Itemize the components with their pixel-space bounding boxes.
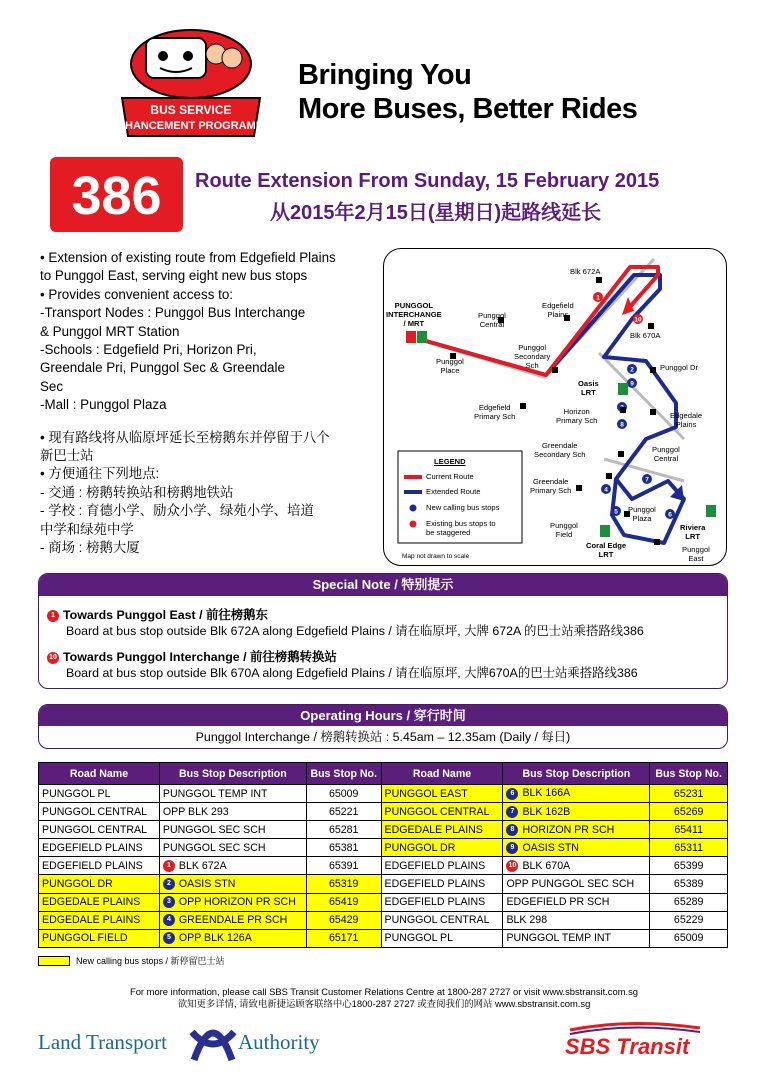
cell-text: 65009 xyxy=(328,787,359,800)
note-item2-heading xyxy=(47,649,337,665)
cell-text: 65381 xyxy=(328,841,359,854)
bullet-line: Sec xyxy=(40,378,64,394)
table-cell xyxy=(503,839,650,857)
cell-text: GREENDALE PR SCH xyxy=(178,914,288,927)
stop-number-badge: 4 xyxy=(163,914,175,926)
note-item2-title: Towards Punggol Interchange / 前往榜鹅转换站 xyxy=(63,650,337,664)
lta-text-part2: Authority xyxy=(238,1030,320,1054)
stop-number-badge: 9 xyxy=(506,842,518,854)
map-stop-10: 10 xyxy=(634,316,642,324)
table-cell xyxy=(159,857,306,875)
map-stop-6: 6 xyxy=(668,511,672,519)
cell-text: 65319 xyxy=(328,878,359,891)
cell-text: PUNGGOL TEMP INT xyxy=(162,787,268,800)
cell-text: PUNGGOL CENTRAL xyxy=(384,914,490,927)
highlight-legend-swatch xyxy=(38,956,70,966)
map-legend-new-stops: New calling bus stops xyxy=(426,503,500,512)
stop-number-badge: 3 xyxy=(163,896,175,908)
table-cell xyxy=(39,929,160,947)
map-label-punggol-dr: Punggol Dr xyxy=(660,363,698,372)
map-label-punggol-central-top: Punggol Central xyxy=(478,311,506,329)
table-cell xyxy=(650,803,728,821)
map-label-riviera-lrt: Riviera LRT xyxy=(680,523,706,541)
table-cell xyxy=(306,839,381,857)
table-cell xyxy=(39,785,160,803)
bullet-line xyxy=(40,415,380,429)
map-legend-extended: Extended Route xyxy=(426,487,481,496)
map-label-coral-edge-lrt: Coral Edge LRT xyxy=(586,541,627,559)
table-header-row xyxy=(39,763,728,785)
map-stop-4: 4 xyxy=(604,486,608,494)
map-label-horizon-primary: Horizon Primary Sch xyxy=(556,407,598,425)
table-cell xyxy=(159,821,306,839)
table-cell xyxy=(39,857,160,875)
map-label-blk672a: Blk 672A xyxy=(570,267,601,276)
table-cell xyxy=(650,929,728,947)
cell-text: HORIZON PR SCH xyxy=(522,823,615,836)
cell-text: PUNGGOL TEMP INT xyxy=(506,932,612,945)
bullet-line: - 商场 : 榜鹅大厦 xyxy=(40,540,140,556)
cell-text: PUNGGOL PL xyxy=(42,787,111,800)
stop-number-badge: 6 xyxy=(506,788,518,800)
map-label-punggol-place: Punggol Place xyxy=(436,357,464,375)
note-item1-text: Board at bus stop outside Blk 672A along Edgefield Plains / 请在临原坪, 大牌 672A 的巴士站乘搭路线386 xyxy=(66,624,644,638)
route-number-badge xyxy=(50,157,183,232)
map-legend-staggered: Existing bus stops to be staggered xyxy=(426,519,496,537)
table-row xyxy=(39,839,728,857)
route-headline-zh: 从2015年2月15日(星期日)起路线延长 xyxy=(270,202,602,224)
cell-text: 65171 xyxy=(328,932,359,945)
operating-hours-title: Operating Hours / 穿行时间 xyxy=(39,705,727,726)
stop-number-badge: 8 xyxy=(506,824,518,836)
table-cell xyxy=(503,875,650,893)
table-cell xyxy=(503,929,650,947)
table-cell xyxy=(306,893,381,911)
map-label-blk670a: Blk 670A xyxy=(630,331,661,340)
note-item1-badge: 1 xyxy=(47,610,59,622)
table-cell xyxy=(39,911,160,929)
cell-text: 65229 xyxy=(673,914,704,927)
table-cell xyxy=(159,911,306,929)
cell-text: 65391 xyxy=(328,859,359,872)
table-cell xyxy=(39,893,160,911)
table-cell xyxy=(39,839,160,857)
table-cell xyxy=(306,803,381,821)
cell-text: EDGEFIELD PLAINS xyxy=(384,896,486,909)
bullet-line: 新巴士站 xyxy=(40,448,94,464)
table-cell xyxy=(650,893,728,911)
title-line1: Bringing You xyxy=(298,59,472,91)
lta-text-part1: Land Transport xyxy=(38,1030,167,1054)
map-legend-title: LEGEND xyxy=(434,457,466,466)
bullet-line: - 学校 : 育德小学、励众小学、绿苑小学、培道 xyxy=(40,503,314,519)
cell-text: EDGEDALE PLAINS xyxy=(42,914,141,927)
cell-text: 65009 xyxy=(673,932,704,945)
route-number: 386 xyxy=(71,166,162,226)
footer-line2: 欲知更多详情, 请致电新捷运顾客联络中心1800-287 2727 或查阅我们的网站 www.sbstransit.com.sg xyxy=(177,998,591,1009)
table-cell xyxy=(650,839,728,857)
table-cell xyxy=(381,893,503,911)
col-header: Road Name xyxy=(381,763,503,785)
cell-text: BLK 298 xyxy=(506,914,548,927)
cell-text: EDGEFIELD PLAINS xyxy=(384,859,486,872)
map-label-interchange: PUNGGOL INTERCHANGE / MRT xyxy=(386,301,442,328)
table-row xyxy=(39,875,728,893)
operating-hours-text: Punggol Interchange / 榜鹅转换站 : 5.45am – 12.35am (Daily / 每日) xyxy=(195,730,571,744)
col-header: Bus Stop Description xyxy=(159,763,306,785)
map-label-punggol-central-right: Punggol Central xyxy=(652,445,680,463)
bullet-line: • 方便通往下列地点: xyxy=(40,466,160,482)
table-cell xyxy=(650,857,728,875)
stop-number-badge: 2 xyxy=(163,878,175,890)
map-stop-1: 1 xyxy=(596,294,600,302)
table-cell xyxy=(39,875,160,893)
table-row xyxy=(39,857,728,875)
stop-number-badge: 10 xyxy=(506,860,518,872)
note-item1-title: Towards Punggol East / 前往榜鹅东 xyxy=(63,608,268,622)
table-cell xyxy=(503,893,650,911)
bullet-line: & Punggol MRT Station xyxy=(40,323,180,339)
cell-text: 65311 xyxy=(674,841,703,854)
table-row xyxy=(39,821,728,839)
cell-text: 65429 xyxy=(328,914,359,927)
bullet-line: - 交通 : 榜鹅转换站和榜鹅地铁站 xyxy=(40,484,234,500)
table-cell xyxy=(503,785,650,803)
table-cell xyxy=(159,893,306,911)
table-cell xyxy=(306,785,381,803)
table-cell xyxy=(306,911,381,929)
stop-number-badge: 5 xyxy=(163,932,175,944)
table-row xyxy=(39,929,728,947)
map-legend-current: Current Route xyxy=(426,472,474,481)
special-note-box xyxy=(38,573,728,689)
cell-text: BLK 166A xyxy=(522,787,571,800)
table-cell xyxy=(381,911,503,929)
note-item2-text: Board at bus stop outside Blk 670A along Edgefield Plains / 请在临原坪, 大牌670A的巴士站乘搭路线386 xyxy=(66,666,638,680)
cell-text: 65231 xyxy=(673,787,704,800)
cell-text: PUNGGOL PL xyxy=(384,932,454,945)
table-cell xyxy=(39,821,160,839)
cell-text: BLK 672A xyxy=(178,859,227,872)
map-stop-9: 9 xyxy=(630,380,634,388)
table-cell xyxy=(306,875,381,893)
cell-text: 65399 xyxy=(673,859,704,872)
bullet-line: Greendale Pri, Punggol Sec & Greendale xyxy=(40,360,285,376)
bullet-line: • Provides convenient access to: xyxy=(40,286,234,302)
map-label-edgefield-plains: Edgefield Plains xyxy=(542,301,574,319)
cell-text: BLK 162B xyxy=(522,805,571,818)
table-cell xyxy=(503,821,650,839)
note-item2-badge: 10 xyxy=(47,652,59,664)
info-bullets xyxy=(40,249,380,558)
col-header: Road Name xyxy=(39,763,160,785)
title-line2: More Buses, Better Rides xyxy=(298,93,638,125)
col-header: Bus Stop No. xyxy=(306,763,381,785)
table-cell xyxy=(306,857,381,875)
cell-text: 65411 xyxy=(674,823,703,836)
bus-stop-table xyxy=(38,762,728,948)
cell-text: EDGEFIELD PLAINS xyxy=(42,841,143,854)
map-stop-7: 7 xyxy=(645,476,649,484)
special-note-title: Special Note / 特别提示 xyxy=(39,574,727,596)
cell-text: PUNGGOL CENTRAL xyxy=(42,805,147,818)
table-cell xyxy=(306,929,381,947)
cell-text: 65419 xyxy=(328,896,359,909)
bullet-line: -Transport Nodes : Punggol Bus Interchange xyxy=(40,305,306,321)
page-title xyxy=(298,58,637,126)
table-cell xyxy=(39,803,160,821)
table-cell xyxy=(381,839,503,857)
cell-text: OPP HORIZON PR SCH xyxy=(178,896,296,908)
cell-text: EDGEDALE PLAINS xyxy=(384,823,483,836)
table-cell xyxy=(381,875,503,893)
table-row xyxy=(39,785,728,803)
operating-hours-box xyxy=(38,704,728,749)
cell-text: 65281 xyxy=(328,823,359,836)
table-cell xyxy=(159,875,306,893)
map-label-edgedale-plains: Edgedale Plains xyxy=(670,411,703,429)
cell-text: PUNGGOL CENTRAL xyxy=(42,823,147,836)
cell-text: PUNGGOL DR xyxy=(384,841,456,854)
cell-text: BLK 670A xyxy=(522,859,571,872)
lta-logo xyxy=(38,1012,328,1068)
table-cell xyxy=(381,857,503,875)
map-label-punggol-east: Punggol East xyxy=(682,545,710,563)
map-label-punggol-plaza: Punggol Plaza xyxy=(628,505,656,523)
table-cell xyxy=(159,785,306,803)
table-cell xyxy=(381,821,503,839)
table-cell xyxy=(503,911,650,929)
table-cell xyxy=(381,929,503,947)
bullet-line: -Schools : Edgefield Pri, Horizon Pri, xyxy=(40,342,257,358)
col-header: Bus Stop Description xyxy=(503,763,650,785)
table-row xyxy=(39,803,728,821)
cell-text: PUNGGOL EAST xyxy=(384,787,468,800)
bsep-logo xyxy=(108,26,274,146)
bullet-line: -Mall : Punggol Plaza xyxy=(40,397,167,413)
table-cell xyxy=(159,929,306,947)
map-label-punggol-secondary: Punggol Secondary Sch xyxy=(514,343,551,370)
logo-badge-line1: BUS SERVICE xyxy=(150,103,232,117)
cell-text: 65389 xyxy=(673,878,704,891)
cell-text: PUNGGOL SEC SCH xyxy=(162,841,266,854)
table-cell xyxy=(650,875,728,893)
bullet-line: • Extension of existing route from Edgefield Plains xyxy=(40,250,336,265)
map-stop-5: 5 xyxy=(614,508,618,516)
cell-text: EDGEFIELD PLAINS xyxy=(384,878,486,891)
bullet-line: 中学和绿苑中学 xyxy=(40,521,134,537)
note-item1-heading xyxy=(47,607,268,623)
table-cell xyxy=(650,911,728,929)
stop-number-badge: 1 xyxy=(163,860,175,872)
col-header: Bus Stop No. xyxy=(650,763,728,785)
cell-text: EDGEDALE PLAINS xyxy=(42,896,141,909)
cell-text: EDGEFIELD PR SCH xyxy=(506,896,610,909)
cell-text: OPP BLK 293 xyxy=(162,805,229,818)
bullet-line: to Punggol East, serving eight new bus stops xyxy=(40,268,308,284)
table-cell xyxy=(159,803,306,821)
highlight-legend-text: New calling bus stops / 新停留巴士站 xyxy=(76,956,225,966)
map-stop-2: 2 xyxy=(630,366,634,374)
table-cell xyxy=(650,821,728,839)
cell-text: PUNGGOL DR xyxy=(42,878,113,891)
cell-text: 65221 xyxy=(328,805,359,818)
footer-line1: For more information, please call SBS Transit Customer Relations Centre at 1800-287 2727 or visit www.sbstransit.com.sg xyxy=(129,986,639,997)
table-cell xyxy=(159,839,306,857)
route-headline-en: Route Extension From Sunday, 15 February 2015 xyxy=(195,170,660,192)
table-row xyxy=(39,911,728,929)
map-label-greendale-primary: Greendale Primary Sch xyxy=(530,477,572,495)
map-not-to-scale: Map not drawn to scale xyxy=(402,553,470,560)
table-cell xyxy=(503,857,650,875)
stop-number-badge: 7 xyxy=(506,806,518,818)
cell-text: 65289 xyxy=(673,896,704,909)
cell-text: OASIS STN xyxy=(522,841,579,854)
cell-text: OASIS STN xyxy=(178,877,236,890)
sbs-logo-text: SBS Transit xyxy=(565,1034,690,1059)
route-map xyxy=(383,248,727,566)
cell-text: PUNGGOL SEC SCH xyxy=(162,823,266,836)
table-cell xyxy=(650,785,728,803)
map-stop-8: 8 xyxy=(620,421,624,429)
table-cell xyxy=(306,821,381,839)
map-label-oasis-lrt: Oasis LRT xyxy=(578,379,599,397)
cell-text: OPP BLK 126A xyxy=(178,932,252,945)
sbs-transit-logo xyxy=(560,1020,710,1060)
table-cell xyxy=(381,785,503,803)
cell-text: EDGEFIELD PLAINS xyxy=(42,859,143,872)
map-label-greendale-secondary: Greendale Secondary Sch xyxy=(534,441,586,459)
logo-badge-line2: ENHANCEMENT PROGRAMME xyxy=(109,120,273,132)
cell-text: PUNGGOL CENTRAL xyxy=(384,805,490,818)
cell-text: OPP PUNGGOL SEC SCH xyxy=(506,878,635,891)
lta-emblem-icon xyxy=(188,1016,238,1064)
cell-text: 65269 xyxy=(673,805,704,818)
table-row xyxy=(39,893,728,911)
bullet-line: • 现有路线将从临原坪延长至榜鹅东并停留于八个 xyxy=(40,429,330,445)
map-label-punggol-field: Punggol Field xyxy=(550,521,578,539)
map-label-edgefield-primary: Edgefield Primary Sch xyxy=(474,403,516,421)
table-cell xyxy=(381,803,503,821)
table-cell xyxy=(503,803,650,821)
cell-text: PUNGGOL FIELD xyxy=(42,932,128,945)
